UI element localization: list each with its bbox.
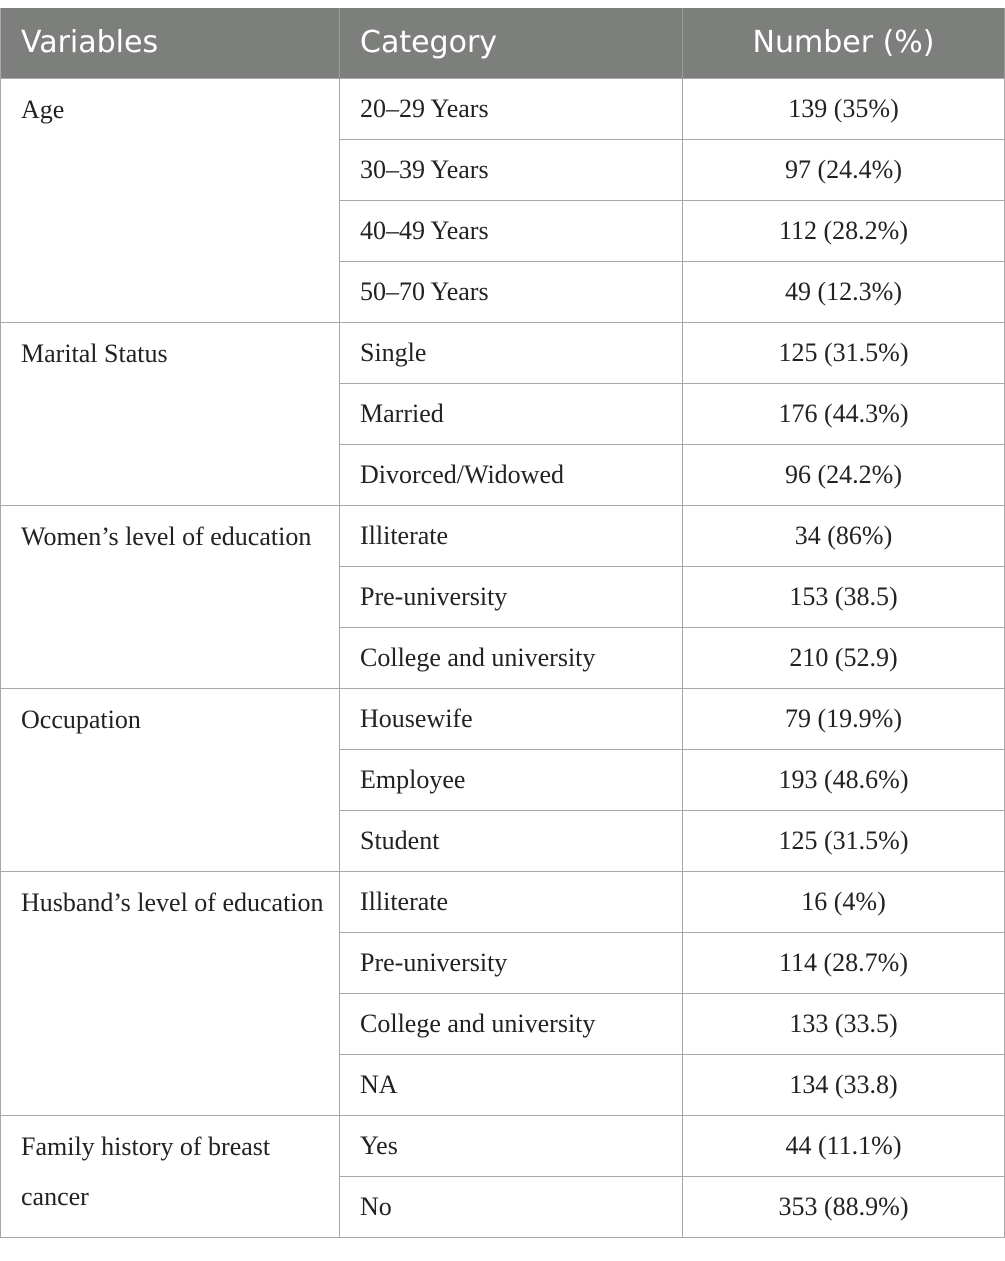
category-cell: Yes bbox=[340, 1115, 683, 1176]
number-cell: 125 (31.5%) bbox=[683, 810, 1005, 871]
number-cell: 49 (12.3%) bbox=[683, 261, 1005, 322]
number-cell: 125 (31.5%) bbox=[683, 322, 1005, 383]
category-cell: Illiterate bbox=[340, 505, 683, 566]
number-cell: 112 (28.2%) bbox=[683, 200, 1005, 261]
number-cell: 96 (24.2%) bbox=[683, 444, 1005, 505]
table-header bbox=[1, 8, 1005, 78]
header-category: Category bbox=[340, 8, 683, 78]
number-cell: 79 (19.9%) bbox=[683, 688, 1005, 749]
table-row bbox=[1, 871, 1005, 932]
category-cell: Student bbox=[340, 810, 683, 871]
category-cell: Illiterate bbox=[340, 871, 683, 932]
number-cell: 153 (38.5) bbox=[683, 566, 1005, 627]
category-cell: Single bbox=[340, 322, 683, 383]
number-cell: 353 (88.9%) bbox=[683, 1176, 1005, 1237]
category-cell: Pre-university bbox=[340, 932, 683, 993]
category-cell: No bbox=[340, 1176, 683, 1237]
variable-cell: Marital Status bbox=[1, 322, 340, 505]
table-row bbox=[1, 505, 1005, 566]
category-cell: 20–29 Years bbox=[340, 78, 683, 139]
category-cell: Housewife bbox=[340, 688, 683, 749]
table-row bbox=[1, 78, 1005, 139]
number-cell: 193 (48.6%) bbox=[683, 749, 1005, 810]
header-variables: Variables bbox=[1, 8, 340, 78]
number-cell: 114 (28.7%) bbox=[683, 932, 1005, 993]
table-row bbox=[1, 1115, 1005, 1176]
table-row bbox=[1, 322, 1005, 383]
category-cell: 30–39 Years bbox=[340, 139, 683, 200]
category-cell: 40–49 Years bbox=[340, 200, 683, 261]
category-cell: College and university bbox=[340, 627, 683, 688]
table-row bbox=[1, 688, 1005, 749]
number-cell: 44 (11.1%) bbox=[683, 1115, 1005, 1176]
variable-cell: Age bbox=[1, 78, 340, 322]
category-cell: Employee bbox=[340, 749, 683, 810]
number-cell: 34 (86%) bbox=[683, 505, 1005, 566]
variable-cell: Occupation bbox=[1, 688, 340, 871]
category-cell: NA bbox=[340, 1054, 683, 1115]
variable-cell: Family history of breast cancer bbox=[1, 1115, 340, 1237]
number-cell: 210 (52.9) bbox=[683, 627, 1005, 688]
category-cell: 50–70 Years bbox=[340, 261, 683, 322]
number-cell: 133 (33.5) bbox=[683, 993, 1005, 1054]
number-cell: 16 (4%) bbox=[683, 871, 1005, 932]
number-cell: 139 (35%) bbox=[683, 78, 1005, 139]
variable-cell: Women’s level of education bbox=[1, 505, 340, 688]
number-cell: 176 (44.3%) bbox=[683, 383, 1005, 444]
number-cell: 134 (33.8) bbox=[683, 1054, 1005, 1115]
category-cell: Divorced/Widowed bbox=[340, 444, 683, 505]
category-cell: Married bbox=[340, 383, 683, 444]
header-row bbox=[1, 8, 1005, 78]
category-cell: College and university bbox=[340, 993, 683, 1054]
number-cell: 97 (24.4%) bbox=[683, 139, 1005, 200]
category-cell: Pre-university bbox=[340, 566, 683, 627]
variable-cell: Husband’s level of education bbox=[1, 871, 340, 1115]
demographics-table bbox=[0, 8, 1005, 1238]
header-number: Number (%) bbox=[683, 8, 1005, 78]
table-body bbox=[1, 78, 1005, 1237]
